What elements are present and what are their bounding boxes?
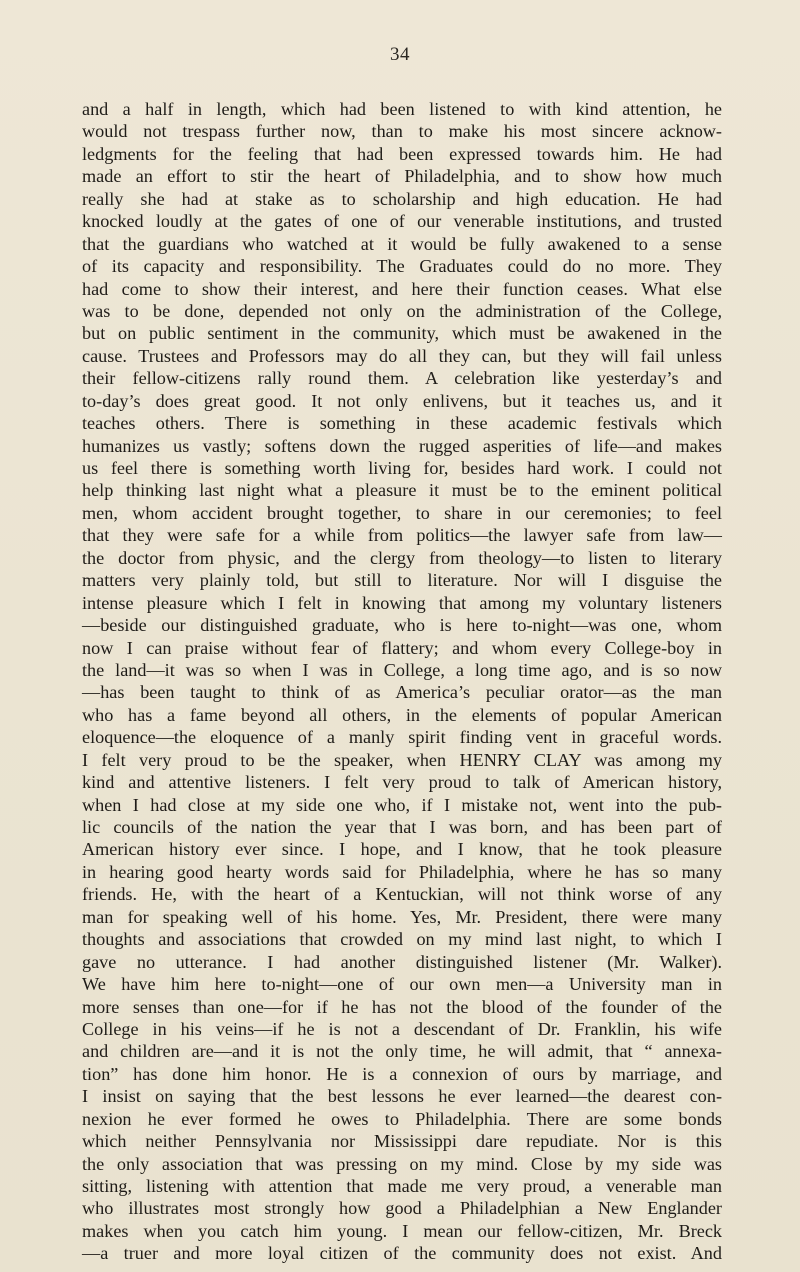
text-line: us feel there is something worth living for, besides hard work. I could not xyxy=(82,458,722,478)
text-line: help thinking last night what a pleasure it must be to the eminent political xyxy=(82,480,722,501)
text-line: that they were safe for a while from politics—the lawyer safe from law— xyxy=(82,525,722,546)
text-line: had come to show their interest, and here their function ceases. What else xyxy=(82,278,722,299)
text-line: I insist on saying that the best lessons he ever learned—the dearest con- xyxy=(82,1086,722,1107)
text-line: tion” has done him honor. He is a connexion of ours by marriage, and xyxy=(82,1063,722,1084)
body-text xyxy=(82,98,722,1265)
text-line: matters very plainly told, but still to literature. Nor will I disguise the xyxy=(82,570,722,591)
text-line: but on public sentiment in the community, which must be awakened in the xyxy=(82,323,722,344)
text-line: made an effort to stir the heart of Philadelphia, and to show how much xyxy=(82,166,722,187)
text-line: —beside our distinguished graduate, who is here to-night—was one, whom xyxy=(82,615,722,636)
text-line: was to be done, depended not only on the administration of the College, xyxy=(82,300,722,321)
text-line: men, whom accident brought together, to share in our ceremonies; to feel xyxy=(82,502,722,523)
text-line: intense pleasure which I felt in knowing that among my voluntary listeners xyxy=(82,592,722,613)
text-line: kind and attentive listeners. I felt very proud to talk of American history, xyxy=(82,772,722,793)
text-line: teaches others. There is something in these academic festivals which xyxy=(82,413,722,434)
text-line: which neither Pennsylvania nor Mississippi dare repudiate. Nor is this xyxy=(82,1131,722,1152)
text-line: friends. He, with the heart of a Kentuckian, will not think worse of any xyxy=(82,884,722,905)
text-line: the only association that was pressing on my mind. Close by my side was xyxy=(82,1153,722,1174)
text-line: makes when you catch him young. I mean our fellow-citizen, Mr. Breck xyxy=(82,1220,722,1241)
text-line: eloquence—the eloquence of a manly spirit finding vent in graceful words. xyxy=(82,727,722,748)
text-line: gave no utterance. I had another distinguished listener (Mr. Walker). xyxy=(82,951,722,972)
text-line: that the guardians who watched at it would be fully awakened to a sense xyxy=(82,233,722,254)
text-line: more senses than one—for if he has not the blood of the founder of the xyxy=(82,996,722,1017)
text-line: I felt very proud to be the speaker, when HENRY CLAY was among my xyxy=(82,749,722,770)
text-line: when I had close at my side one who, if I mistake not, went into the pub- xyxy=(82,794,722,815)
page-number: 34 xyxy=(390,44,410,65)
text-line: in hearing good hearty words said for Philadelphia, where he has so many xyxy=(82,861,722,882)
text-line: —has been taught to think of as America’s peculiar orator—as the man xyxy=(82,682,722,703)
text-line: the land—it was so when I was in College, a long time ago, and is so now xyxy=(82,659,722,680)
text-line: —a truer and more loyal citizen of the community does not exist. And xyxy=(82,1243,722,1264)
text-line: American history ever since. I hope, and I know, that he took pleasure xyxy=(82,839,722,860)
text-line: cause. Trustees and Professors may do all they can, but they will fail unless xyxy=(82,345,722,366)
text-line: College in his veins—if he is not a descendant of Dr. Franklin, his wife xyxy=(82,1018,722,1039)
text-line: would not trespass further now, than to make his most sincere acknow- xyxy=(82,121,722,142)
text-line: sitting, listening with attention that made me very proud, a venerable man xyxy=(82,1176,722,1196)
text-line: and a half in length, which had been listened to with kind attention, he xyxy=(82,99,722,119)
text-line: really she had at stake as to scholarship and high education. He had xyxy=(82,188,722,209)
text-line: ledgments for the feeling that had been expressed towards him. He had xyxy=(82,143,722,164)
text-line: and children are—and it is not the only time, he will admit, that “ annexa- xyxy=(82,1041,722,1062)
text-line: their fellow-citizens rally round them. A celebration like yesterday’s and xyxy=(82,368,722,389)
text-line: now I can praise without fear of flattery; and whom every College-boy in xyxy=(82,637,722,658)
text-line: humanizes us vastly; softens down the rugged asperities of life—and makes xyxy=(82,435,722,456)
text-line: thoughts and associations that crowded on my mind last night, to which I xyxy=(82,929,722,950)
text-line: nexion he ever formed he owes to Philadelphia. There are some bonds xyxy=(82,1108,722,1129)
text-line: We have him here to-night—one of our own men—a University man in xyxy=(82,974,722,995)
text-line: of its capacity and responsibility. The Graduates could do no more. They xyxy=(82,256,722,277)
text-line: the doctor from physic, and the clergy from theology—to listen to literary xyxy=(82,547,722,568)
text-line: lic councils of the nation the year that I was born, and has been part of xyxy=(82,817,722,837)
text-line: to-day’s does great good. It not only enlivens, but it teaches us, and it xyxy=(82,390,722,411)
text-line: who has a fame beyond all others, in the elements of popular American xyxy=(82,704,722,725)
text-line: who illustrates most strongly how good a Philadelphian a New Englander xyxy=(82,1198,722,1219)
text-line: man for speaking well of his home. Yes, Mr. President, there were many xyxy=(82,906,722,927)
text-line: knocked loudly at the gates of one of our venerable institutions, and trusted xyxy=(82,211,722,232)
